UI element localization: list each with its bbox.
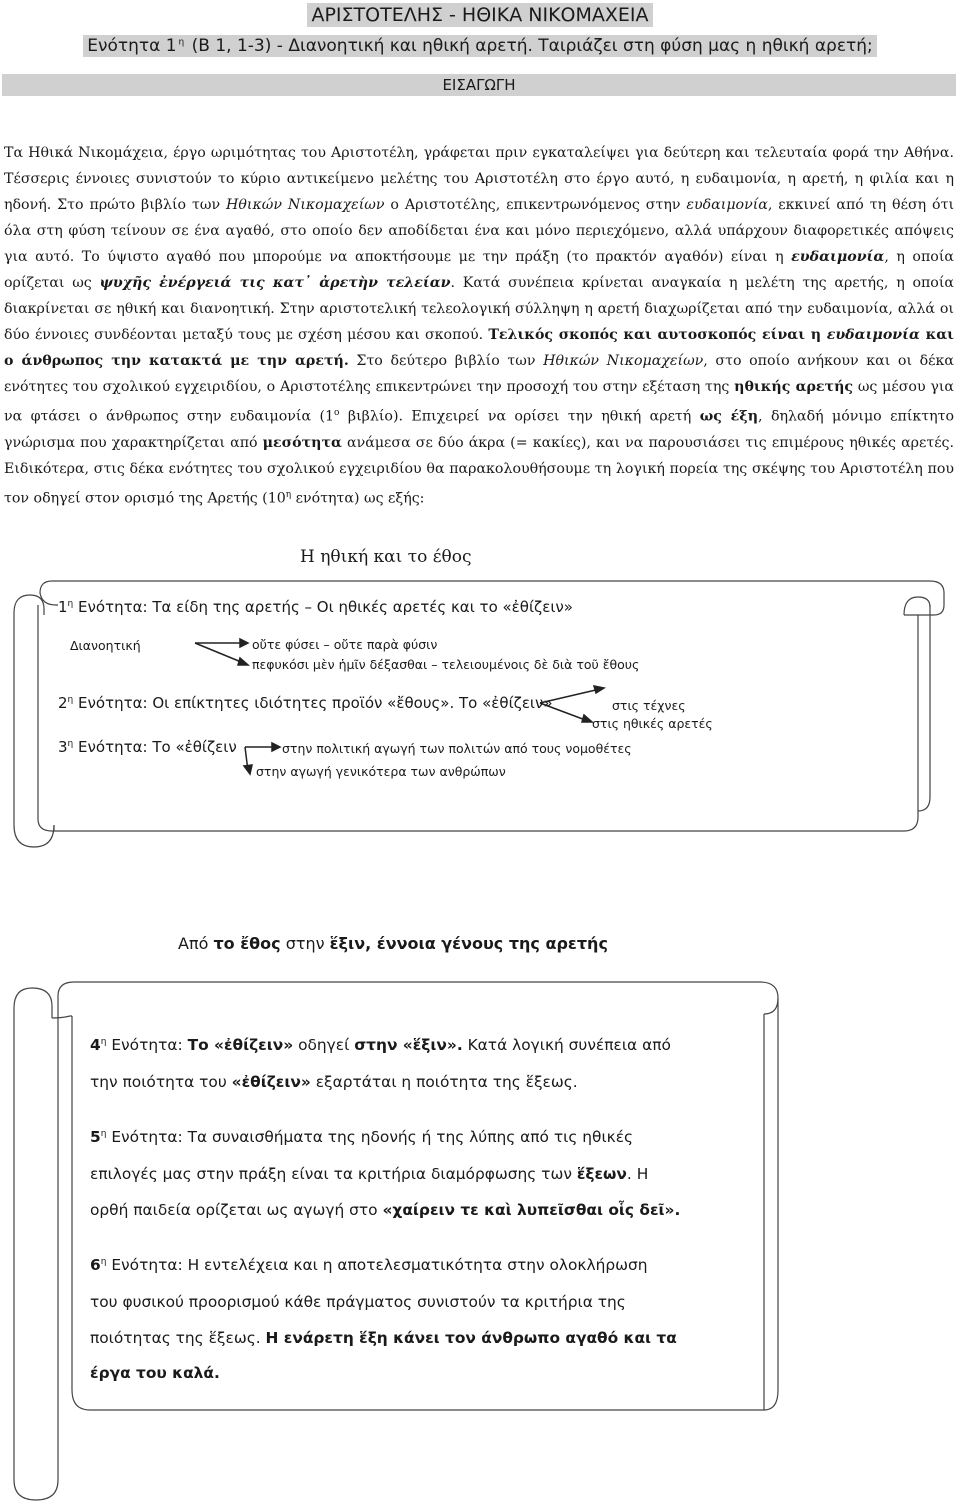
bold-text: Το «ἐθίζειν» <box>187 1036 294 1054</box>
text: Ενότητα: <box>106 1036 188 1054</box>
intro-text: βιβλίο). Επιχειρεί να ορίσει την ηθική αρετή <box>339 408 700 425</box>
scroll1-unit3-right1: στην πολιτική αγωγή των πολιτών από τους νομοθέτες <box>282 741 632 756</box>
text: οδηγεί <box>293 1036 355 1054</box>
bold-text: στην «ἕξιν». <box>354 1036 463 1054</box>
intro-text: ενότητα) ως εξής: <box>291 490 425 507</box>
intro-text: Τα Ηθικά Νικομάχεια, έργο ωριμότητας του Αριστοτέλη, γράφεται πριν εγκαταλείψει για δεύτερη και τελευταία φορά την Αθήνα. Τέσσερις έννοιες συνιστούν το κύριο αντικείμενο μελέτης του Αριστοτέλη στο έργο αυτό, η ευδαιμονία, η αρετή, η φιλία και η ηδονή. <box>4 145 954 213</box>
unit-sup: η <box>67 599 74 609</box>
text: Ενότητα: Τα συναισθήματα της ηδονής ή της λύπης από τις ηθικές <box>106 1128 634 1146</box>
scroll1-unit2-right1: στις τέχνες <box>612 698 686 713</box>
intro-bold: και ο άνθρωπος την κατακτά με την αρετή. <box>4 327 954 369</box>
scroll1-unit3-right2: στην αγωγή γενικότερα των ανθρώπων <box>256 764 506 779</box>
intro-bold: μεσότητα <box>262 434 342 451</box>
bold-text: «χαίρειν τε καὶ λυπεῖσθαι οἷς δεῖ». <box>382 1201 681 1219</box>
intro-text: , η οποία ορίζεται ως <box>4 249 954 291</box>
title-pre: Από <box>178 934 214 953</box>
intro-sup: η <box>285 489 292 500</box>
document-title-text: ΑΡΙΣΤΟΤΕΛΗΣ - ΗΘΙΚΑ ΝΙΚΟΜΑΧΕΙΑ <box>307 3 652 27</box>
scroll2-unit5-line2 <box>90 1165 648 1183</box>
unit-sup: η <box>100 1036 107 1047</box>
intro-text: ο Αριστοτέλης, επικεντρωνόμενος στην <box>384 197 687 213</box>
bold-text: «ἐθίζειν» <box>231 1073 311 1091</box>
intro-text: ανάμεσα σε δύο άκρα (= κακίες), και να παρουσιάσει τις επιμέρους ηθικές αρετές. Ειδικότερα, στις δέκα ενότητες του σχολικού εγχειριδίου θα παρακολουθήσουμε τη λογική πορεία της σκέψης του Αριστοτέλη που τον οδηγεί στον ορισμό της Αρετής (10 <box>4 434 955 507</box>
unit-title: Ενότητα: Το «ἐθίζειν <box>73 738 237 756</box>
intro-text: , στο οποίο ανήκουν και οι δέκα ενότητες του σχολικού εγχειριδίου, ο Αριστοτέλης επικεντρώνει την προσοχή του στην εξέταση της <box>4 353 954 395</box>
scroll1-unit2 <box>58 694 553 712</box>
text: . Η <box>626 1165 649 1183</box>
subtitle-pre: Ενότητα 1 <box>87 36 177 56</box>
scroll2-unit6-line1 <box>90 1256 648 1274</box>
unit-number: 6 <box>90 1256 101 1274</box>
intro-italic: Ηθικών Νικομαχείων <box>226 197 385 213</box>
text: Κατά λογική συνέπεια από <box>462 1036 671 1054</box>
unit-number: 5 <box>90 1128 101 1146</box>
unit-number: 4 <box>90 1036 101 1054</box>
scroll2-unit6-line3 <box>90 1329 677 1347</box>
title-bold: ἕξιν, έννοια γένους της αρετής <box>329 934 608 953</box>
text: ποιότητας της ἕξεως. <box>90 1329 266 1347</box>
intro-text: Στο πρώτο βιβλίο των <box>51 197 226 213</box>
intro-italic: ευδαιμονία <box>686 197 768 213</box>
scroll2-title <box>178 934 608 953</box>
scroll2-unit5-line1 <box>90 1128 633 1146</box>
intro-bold: ευδαιμονία <box>791 249 885 265</box>
bold-text: Η ενάρετη ἕξη κάνει τον άνθρωπο αγαθό και τα <box>265 1329 677 1347</box>
title-mid: στην <box>280 934 330 953</box>
intro-text: , εκκινεί από τη θέση ότι όλα στη φύση τείνουν σε ένα αγαθό, στο οποίο δεν αποδίδεται ένα και μόνο περιεχόμενο, αλλά υπάρχουν διαφορετικές απόψεις για αυτό. Το ύψιστο αγαθό που μπορούμε να αποκτήσουμε με την πράξη (το πρακτόν αγαθόν) είναι η <box>4 197 955 265</box>
scroll1-unit2-right2: στις ηθικές αρετές <box>592 716 713 731</box>
intro-bold-italic: ευδαιμονία <box>826 327 920 343</box>
unit-sup: η <box>100 1256 107 1267</box>
intro-text: Στο δεύτερο βιβλίο των <box>348 353 544 369</box>
scroll1-unit1-left: Διανοητική <box>70 638 141 653</box>
unit-number: 3 <box>58 738 68 756</box>
bold-text: ἕξεων <box>576 1165 627 1183</box>
unit-number: 1 <box>58 598 68 616</box>
unit-title: Ενότητα: Οι επίκτητες ιδιότητες προϊόν «ἔθους». Το «ἐθίζειν» <box>73 694 553 712</box>
scroll1-unit1-right2: πεφυκόσι μὲν ἡμῖν δέξασθαι – τελειουμένοις δὲ διὰ τοῦ ἔθους <box>252 657 640 672</box>
subtitle-post: (Β 1, 1-3) - Διανοητική και ηθική αρετή. Ταιριάζει στη φύση μας η ηθική αρετή; <box>186 36 873 56</box>
intro-text: . Κατά συνέπεια κρίνεται αναγκαία η μελέτη της αρετής, η οποία διακρίνεται σε ηθική και διανοητική. Στην αριστοτελική τελεολογική σύλληψη η αρετή διαχωρίζεται από την ευδαιμονία, αλλά οι δύο έννοιες συνδέονται μεταξύ τους με σχέση μέσου και σκοπού. <box>4 275 954 343</box>
text: επιλογές μας στην πράξη είναι τα κριτήρια διαμόρφωσης των <box>90 1165 577 1183</box>
intro-bold: ως έξη <box>699 408 759 425</box>
text: ορθή παιδεία ορίζεται ως αγωγή στο <box>90 1201 383 1219</box>
scroll1-title: Η ηθική και το έθος <box>300 547 472 567</box>
text: Ενότητα: Η εντελέχεια και η αποτελεσματικότητα στην ολοκλήρωση <box>106 1256 648 1274</box>
intro-bold: ψυχῆς ἐνέργειά τις κατ᾽ ἀρετὴν τελείαν <box>99 275 451 291</box>
unit-sup: η <box>100 1128 107 1139</box>
text: την ποιότητα του <box>90 1073 232 1091</box>
scroll1-unit3 <box>58 738 237 756</box>
intro-text: , δηλαδή μόνιμο επίκτητο γνώρισμα που χαρακτηρίζεται από <box>4 408 954 451</box>
scroll1-unit1-right1: οὔτε φύσει – οὔτε παρὰ φύσιν <box>252 637 438 652</box>
scroll2-unit6-line2: του φυσικού προορισμού κάθε πράγματος συνιστούν τα κριτήρια της <box>90 1293 626 1311</box>
unit-number: 2 <box>58 694 68 712</box>
section-heading: ΕΙΣΑΓΩΓΗ <box>2 74 956 96</box>
intro-sup: ο <box>334 408 340 418</box>
unit-title: Ενότητα: Τα είδη της αρετής – Οι ηθικές αρετές και το «ἐθίζειν» <box>73 598 573 616</box>
intro-italic: Ηθικών Νικομαχείων <box>543 353 704 369</box>
unit-sup: η <box>67 695 74 705</box>
scroll2-unit6-line4: έργα του καλά. <box>90 1364 220 1382</box>
intro-bold: Τελικός σκοπός και αυτοσκοπός είναι η <box>488 327 827 343</box>
unit-sup: η <box>67 739 74 749</box>
intro-bold: ηθικής αρετής <box>734 379 854 395</box>
subtitle-sup: η <box>178 37 185 48</box>
intro-text: ως μέσου για να φτάσει ο άνθρωπος στην ευδαιμονία (1 <box>4 379 954 425</box>
title-bold: το ἔθος <box>213 934 281 953</box>
text: εξαρτάται η ποιότητα της ἕξεως. <box>310 1073 578 1091</box>
scroll2-unit4-line2 <box>90 1073 578 1091</box>
scroll2-unit5-line3 <box>90 1201 680 1219</box>
scroll2-unit4-line1 <box>90 1036 671 1054</box>
